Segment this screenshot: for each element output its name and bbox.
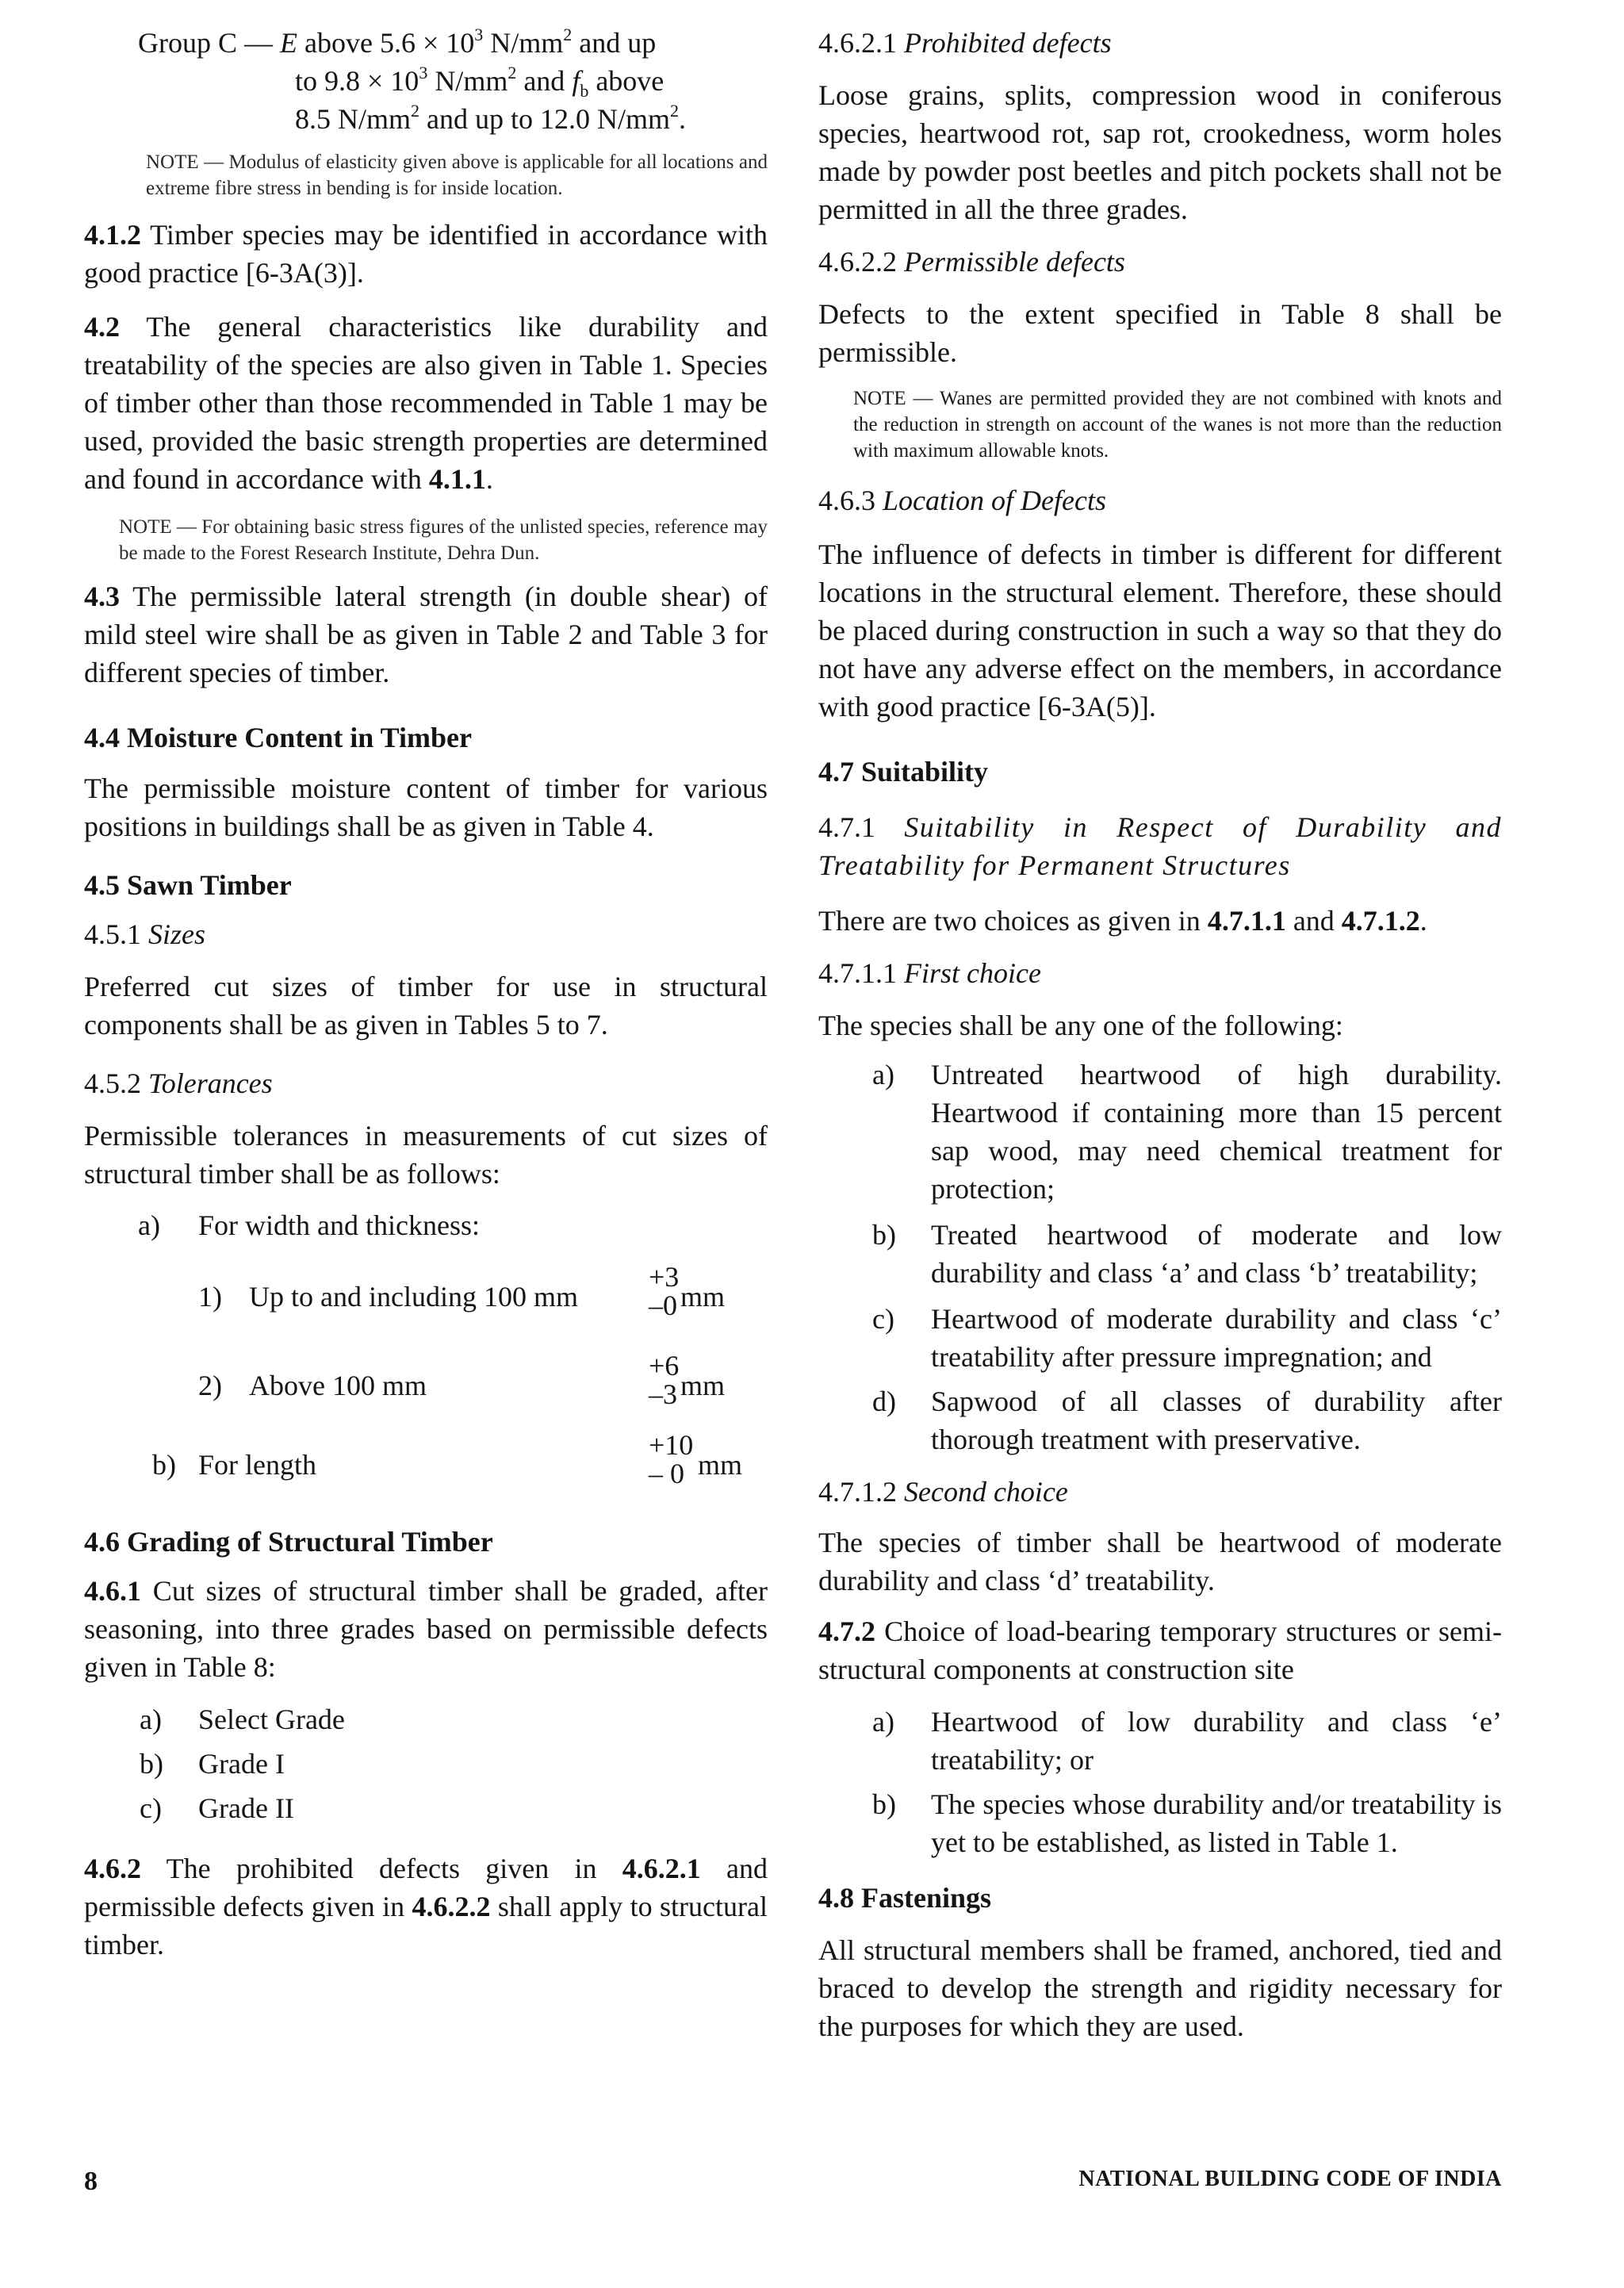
tolerance-a-label: For width and thickness:	[198, 1209, 480, 1241]
heading-4-5-1-title: Sizes	[141, 918, 205, 950]
list-item	[818, 1216, 1502, 1292]
heading-4-7-1-1	[818, 954, 1502, 992]
tolerance-1-unit: mm	[680, 1281, 726, 1313]
para-4-7-1-text-a: There are two choices as given in	[818, 905, 1208, 937]
para-4-7-1-1: The species shall be any one of the following:	[818, 1010, 1343, 1041]
heading-4-7-1	[818, 808, 1502, 884]
choice-marker: d)	[872, 1385, 896, 1417]
heading-4-6-2-1-title: Prohibited defects	[897, 27, 1112, 59]
para-4-4: The permissible moisture content of timber for various positions in buildings shall be as given in Table 4.	[84, 772, 768, 842]
heading-4-8: 4.8 Fastenings	[818, 1882, 992, 1914]
para-4-2-ref: 4.1.1	[428, 463, 486, 495]
tolerance-2-value	[649, 1350, 726, 1410]
group-c-l2d: above	[588, 65, 665, 97]
para-4-2-end: .	[485, 463, 493, 495]
tolerance-row-1	[84, 1263, 768, 1339]
choice-marker: b)	[872, 1219, 896, 1251]
group-c-l3b: and up to 12.0 N/mm	[419, 103, 670, 135]
group-c-l2a: to 9.8 × 10	[295, 65, 419, 97]
right-column	[818, 24, 1502, 2045]
para-4-7-1-2: The species of timber shall be heartwood of moderate durability and class ‘d’ treatability.	[818, 1527, 1502, 1596]
tolerance-2-marker: 2)	[198, 1370, 222, 1401]
choice-text: Sapwood of all classes of durability after thorough treatment with preservative.	[931, 1385, 1502, 1455]
para-4-5-1: Preferred cut sizes of timber for use in structural components shall be as given in Tables 5 to 7.	[84, 971, 768, 1041]
heading-4-6: 4.6 Grading of Structural Timber	[84, 1526, 493, 1558]
grade-label: Grade II	[198, 1792, 294, 1824]
group-c-e-symbol: E	[280, 27, 297, 59]
para-4-7-1-ref2: 4.7.1.2	[1341, 905, 1420, 937]
list-item	[84, 1789, 768, 1834]
group-c-l1sup: 3	[474, 25, 484, 44]
para-4-7-1-text-c: .	[1419, 905, 1427, 937]
group-c-l2c: and	[516, 65, 573, 97]
list-item	[818, 1382, 1502, 1458]
tolerance-1-label: Up to and including 100 mm	[249, 1281, 578, 1313]
choice-marker: a)	[872, 1059, 894, 1090]
grade-label: Select Grade	[198, 1704, 345, 1735]
choice-text: Heartwood of moderate durability and class ‘c’ treatability after pressure impregnation; and	[931, 1303, 1502, 1373]
heading-4-6-3-number: 4.6.3	[818, 485, 875, 516]
heading-4-7: 4.7 Suitability	[818, 756, 989, 788]
tolerance-item-width	[84, 1209, 768, 1253]
tolerance-b-label: For length	[198, 1449, 316, 1481]
para-4-1-2	[84, 216, 768, 292]
para-4-1-2-number: 4.1.2	[84, 219, 141, 251]
heading-4-7-1-title: Suitability in Respect of Durability and Treatability for Permanent Structures	[818, 811, 1502, 881]
para-4-7-1	[818, 902, 1502, 940]
group-c-l3c: .	[679, 103, 686, 135]
heading-4-5: 4.5 Sawn Timber	[84, 869, 292, 901]
temp-text: Heartwood of low durability and class ‘e’ treatability; or	[931, 1706, 1502, 1776]
tolerance-2-label: Above 100 mm	[249, 1370, 427, 1401]
heading-4-6-2-2	[818, 243, 1502, 281]
temp-marker: a)	[872, 1706, 894, 1738]
para-4-6-1	[84, 1572, 768, 1686]
group-c-l1a: above 5.6 × 10	[297, 27, 475, 59]
para-4-7-2-text: Choice of load-bearing temporary structures or semi-structural components at construction site	[818, 1615, 1502, 1685]
para-4-3-text: The permissible lateral strength (in double shear) of mild steel wire shall be as given in Table 2 and Table 3 for different species of timber.	[84, 581, 768, 688]
para-4-6-2-text-c: shall apply to structural timber.	[84, 1891, 768, 1960]
tolerance-1-minus: –0	[649, 1290, 677, 1321]
list-item	[818, 1056, 1502, 1208]
temp-marker: b)	[872, 1788, 896, 1820]
para-4-5-2: Permissible tolerances in measurements of cut sizes of structural timber shall be as follows:	[84, 1120, 768, 1190]
group-c-l3a: 8.5 N/mm	[295, 103, 412, 135]
heading-4-6-3	[818, 481, 1502, 519]
tolerance-b-unit: mm	[698, 1449, 743, 1481]
heading-4-5-2-title: Tolerances	[141, 1067, 273, 1099]
para-4-6-2-ref2: 4.6.2.2	[412, 1891, 491, 1922]
temporary-structures-list	[818, 1703, 1502, 1861]
tolerance-b-plus: +10	[649, 1429, 694, 1461]
para-4-6-2-text-b: and permissible defects given in	[84, 1853, 768, 1922]
tolerance-row-2	[84, 1351, 768, 1428]
group-c-fb: f	[572, 65, 580, 97]
para-4-7-2-number: 4.7.2	[818, 1615, 875, 1647]
heading-4-4: 4.4 Moisture Content in Timber	[84, 722, 473, 753]
grade-marker: b)	[140, 1748, 163, 1780]
heading-4-7-1-2-title: Second choice	[897, 1476, 1068, 1508]
page-number: 8	[84, 2167, 98, 2196]
note-modulus: NOTE — Modulus of elasticity given above is applicable for all locations and extreme fibre stress in bending is for inside location.	[146, 151, 768, 199]
list-item	[818, 1785, 1502, 1861]
note-wanes: NOTE — Wanes are permitted provided they are not combined with knots and the reduction in strength on account of the wanes is not more than the reduction with maximum allowable knots.	[853, 388, 1502, 462]
para-4-3-number: 4.3	[84, 581, 120, 612]
para-4-7-1-text-b: and	[1285, 905, 1342, 937]
para-4-6-2-2: Defects to the extent specified in Table 8 shall be permissible.	[818, 298, 1502, 368]
choice-text: Treated heartwood of moderate and low durability and class ‘a’ and class ‘b’ treatability;	[931, 1219, 1502, 1289]
para-4-6-2-ref1: 4.6.2.1	[622, 1853, 701, 1884]
group-c-l1c: and up	[572, 27, 657, 59]
para-4-6-2-number: 4.6.2	[84, 1853, 141, 1884]
temp-text: The species whose durability and/or treatability is yet to be established, as listed in Table 1.	[931, 1788, 1502, 1858]
heading-4-7-1-2-number: 4.7.1.2	[818, 1476, 897, 1508]
group-c-fbsub: b	[580, 81, 589, 102]
para-4-6-3: The influence of defects in timber is different for different locations in the structural element. Therefore, these should be placed during construction in such a way so that they do not have any adverse effect on the members, in accordance with good practice [6-3A(5)].	[818, 538, 1502, 722]
list-item	[84, 1745, 768, 1789]
heading-4-6-2-1-number: 4.6.2.1	[818, 27, 897, 59]
tolerance-1-plus: +3	[649, 1261, 680, 1293]
tolerance-b-marker: b)	[152, 1449, 176, 1481]
heading-4-5-1	[84, 915, 768, 953]
para-4-1-2-text: Timber species may be identified in accordance with good practice [6-3A(3)].	[84, 219, 768, 289]
grade-list	[84, 1700, 768, 1834]
note-unlisted-species: NOTE — For obtaining basic stress figures of the unlisted species, reference may be made to the Forest Research Institute, Dehra Dun.	[119, 516, 768, 564]
heading-4-5-2	[84, 1064, 768, 1102]
heading-4-7-1-1-number: 4.7.1.1	[818, 957, 897, 989]
list-item	[818, 1703, 1502, 1779]
heading-4-6-2-2-number: 4.6.2.2	[818, 246, 897, 278]
footer-title: NATIONAL BUILDING CODE OF INDIA	[1078, 2167, 1502, 2191]
para-4-6-2-text-a: The prohibited defects given in	[141, 1853, 622, 1884]
para-4-6-1-text: Cut sizes of structural timber shall be graded, after seasoning, into three grades based on permissible defects given in Table 8:	[84, 1575, 768, 1683]
para-4-8: All structural members shall be framed, anchored, tied and braced to develop the strength and rigidity necessary for the purposes for which they are used.	[818, 1934, 1502, 2042]
group-c-label: Group C —	[138, 27, 280, 59]
group-c-definition	[84, 24, 768, 138]
para-4-2-text: The general characteristics like durability and treatability of the species are also given in Table 1. Species of timber other than those recommended in Table 1 may be used, provided the basic strength properties are determined and found in accordance with	[84, 311, 768, 495]
group-c-l3sup2: 2	[670, 101, 679, 121]
tolerance-b-value	[649, 1429, 743, 1489]
list-item	[818, 1300, 1502, 1376]
heading-4-6-3-title: Location of Defects	[875, 485, 1106, 516]
tolerance-row-length	[84, 1431, 768, 1507]
tolerance-2-plus: +6	[649, 1350, 680, 1382]
tolerance-2-minus: –3	[649, 1378, 677, 1410]
choice-marker: c)	[872, 1303, 894, 1335]
para-4-2-number: 4.2	[84, 311, 120, 343]
left-column	[84, 24, 768, 1964]
tolerance-1-value	[649, 1261, 726, 1321]
grade-marker: c)	[140, 1792, 162, 1824]
tolerance-list	[84, 1209, 768, 1507]
heading-4-7-1-number: 4.7.1	[818, 811, 875, 843]
tolerance-1-marker: 1)	[198, 1281, 222, 1313]
para-4-6-2	[84, 1849, 768, 1964]
group-c-l2b: N/mm	[427, 65, 508, 97]
first-choice-list	[818, 1056, 1502, 1458]
grade-marker: a)	[140, 1704, 162, 1735]
grade-label: Grade I	[198, 1748, 285, 1780]
tolerance-b-minus: – 0	[649, 1458, 684, 1489]
heading-4-7-1-1-title: First choice	[897, 957, 1041, 989]
tolerance-2-unit: mm	[680, 1370, 726, 1401]
heading-4-5-1-number: 4.5.1	[84, 918, 141, 950]
para-4-7-1-ref1: 4.7.1.1	[1207, 905, 1286, 937]
heading-4-5-2-number: 4.5.2	[84, 1067, 141, 1099]
para-4-6-1-number: 4.6.1	[84, 1575, 141, 1607]
choice-text: Untreated heartwood of high durability. Heartwood if containing more than 15 percent sap wood, may need chemical treatment for protection;	[931, 1059, 1502, 1205]
group-c-l2sup: 3	[419, 63, 428, 82]
para-4-6-2-1: Loose grains, splits, compression wood in coniferous species, heartwood rot, sap rot, crookedness, worm holes made by powder post beetles and pitch pockets shall not be permitted in all the three grades.	[818, 79, 1502, 225]
para-4-3	[84, 577, 768, 692]
list-item	[84, 1700, 768, 1745]
para-4-7-2	[818, 1612, 1502, 1688]
group-c-l1b: N/mm	[483, 27, 564, 59]
group-c-l3sup: 2	[411, 101, 420, 121]
group-c-l2sup2: 2	[508, 63, 517, 82]
group-c-l1sup2: 2	[563, 25, 573, 44]
heading-4-6-2-2-title: Permissible defects	[897, 246, 1125, 278]
heading-4-7-1-2	[818, 1473, 1502, 1511]
para-4-2	[84, 308, 768, 498]
heading-4-6-2-1	[818, 24, 1502, 62]
tolerance-a-marker: a)	[138, 1209, 160, 1241]
